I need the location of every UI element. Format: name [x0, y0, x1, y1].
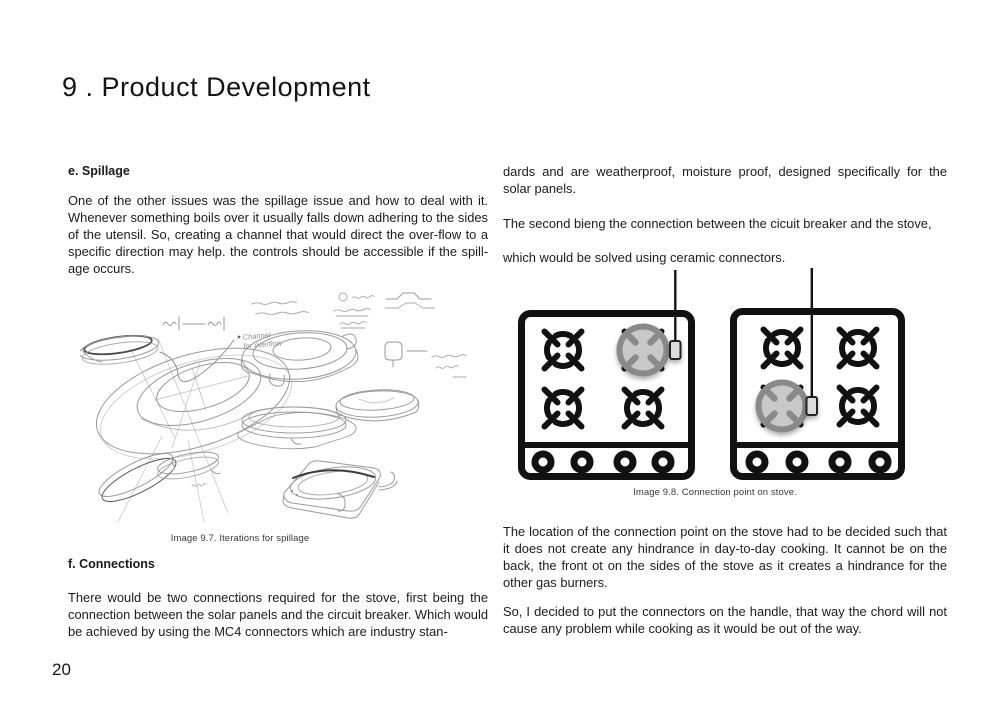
- section-e-body: One of the other issues was the spillage issue and how to deal with it. Whenever something boils over it usually falls down adhering to the sides of the utensil. So, creating a channel that would direct the over-flow to a specific direction may help. the controls should be accessible if the spill-age occurs.: [68, 193, 488, 276]
- right-para-3: which would be solved using ceramic connectors.: [503, 250, 786, 265]
- figure-9-7-caption: Image 9.7. Iterations for spillage: [170, 533, 310, 544]
- knob-icon: [655, 454, 671, 470]
- stove-right: [732, 268, 903, 477]
- page-title: 9 . Product Development: [62, 72, 371, 102]
- power-cord-sketch: [379, 472, 395, 487]
- flat-stove-sketch: [238, 407, 356, 449]
- right-para-5: So, I decided to put the connectors on the handle, that way the chord will not cause any problem while cooking as it would be out of the way.: [503, 604, 947, 636]
- sketch-annotation: Channel for overflow: [242, 330, 283, 351]
- connector-tab-icon: [670, 341, 681, 359]
- lid-sketch: [80, 332, 160, 369]
- knob-icon: [535, 454, 551, 470]
- knob-icon: [832, 454, 848, 470]
- knob-icon: [574, 454, 590, 470]
- donut-stove-sketch: [84, 328, 304, 479]
- knob-icon: [789, 454, 805, 470]
- annotation-leader-line: [160, 340, 234, 382]
- pan-highlight-icon: [620, 327, 667, 374]
- knob-icon: [872, 454, 888, 470]
- base-unit-sketch: [283, 461, 397, 518]
- page-number: 20: [52, 660, 71, 679]
- section-e-heading: e. Spillage: [68, 164, 130, 178]
- profile-detail-sketch: [385, 293, 435, 308]
- figure-9-8-caption: Image 9.8. Connection point on stove.: [633, 487, 797, 498]
- section-f-heading: f. Connections: [68, 557, 155, 571]
- connector-tab-icon: [807, 397, 818, 415]
- right-para-1: dards and are weatherproof, moisture proof, designed specifically for the solar panels.: [503, 164, 947, 196]
- annotation-dot: [238, 336, 241, 339]
- connector-detail-sketch: [385, 342, 427, 367]
- disc-sketches: [94, 446, 220, 510]
- channel-section-marks: [163, 317, 224, 330]
- stove-diagram-figure: [500, 265, 930, 490]
- right-para-4: The location of the connection point on the stove had to be decided such that it does not create any hindrance in day-to-day cooking. It cannot be on the back, the front ot on the sides of the stove as it creates a hindrance for the other gas burners.: [503, 524, 947, 590]
- stove-left: [520, 270, 693, 477]
- spillage-sketch-figure: [80, 278, 490, 533]
- shallow-pan-sketch: [335, 388, 418, 421]
- knob-icon: [617, 454, 633, 470]
- section-f-body: There would be two connections required for the stove, first being the connection between the solar panels and the circuit breaker. Which would be achieved by using the MC4 connectors which are industry stan-: [68, 590, 488, 639]
- right-para-2: The second bieng the connection between the cicuit breaker and the stove,: [503, 216, 932, 231]
- knob-icon: [749, 454, 765, 470]
- pan-highlight-icon: [759, 383, 806, 430]
